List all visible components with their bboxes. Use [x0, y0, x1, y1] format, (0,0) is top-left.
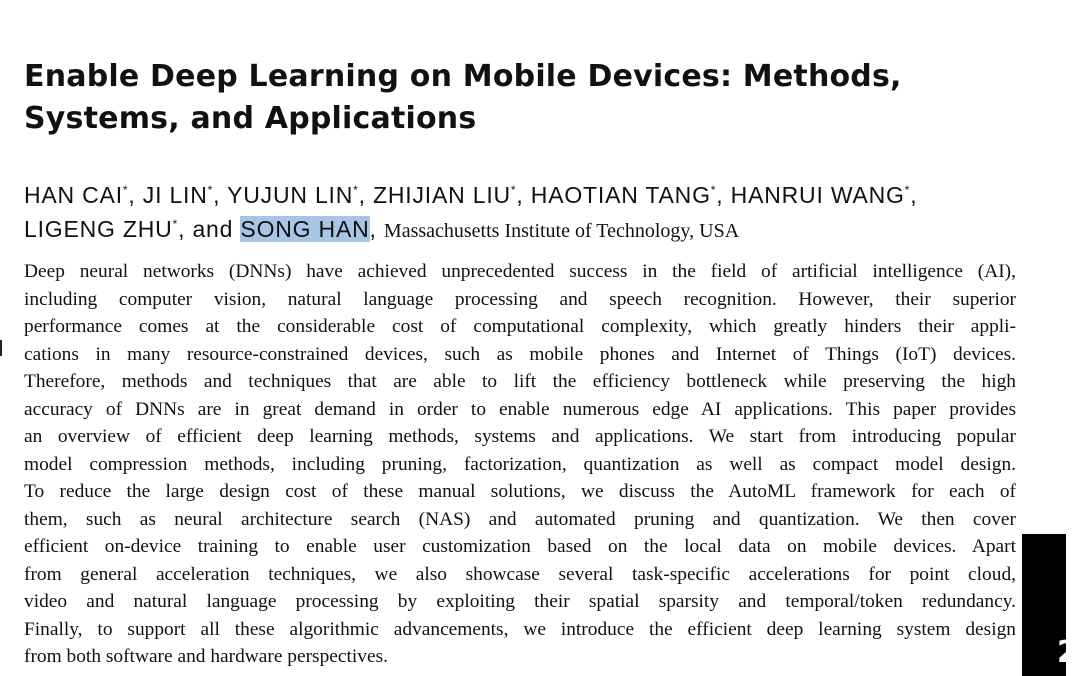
abstract: [24, 258, 1016, 671]
author-separator: ,: [128, 182, 143, 208]
author-name: HAN CAI: [24, 182, 123, 208]
author-name: HAOTIAN TANG: [530, 182, 711, 208]
author-separator: ,: [213, 182, 228, 208]
equal-contribution-mark: *: [510, 183, 517, 197]
equal-contribution-mark: *: [710, 183, 717, 197]
author-list: [24, 178, 1034, 248]
abstract-line: including computer vision, natural language processing and speech recognition. However, their superior: [24, 288, 1016, 310]
affiliation: Massachusetts Institute of Technology, USA: [383, 220, 740, 242]
author-separator: ,: [910, 182, 918, 208]
abstract-line: model compression methods, including pruning, factorization, quantization as well as compact model design.: [24, 453, 1016, 475]
author-name: ZHIJIAN LIU: [373, 182, 511, 208]
equal-contribution-mark: *: [207, 183, 214, 197]
abstract-line: an overview of efficient deep learning methods, systems and applications. We start from introducing popular: [24, 426, 1016, 447]
margin-mark: [0, 340, 2, 356]
side-tab-number: 2: [1057, 635, 1078, 670]
abstract-line: To reduce the large design cost of these manual solutions, we discuss the AutoML framework for each of: [24, 481, 1016, 502]
abstract-line: from general acceleration techniques, we also showcase several task-specific accelerations for point cloud,: [24, 563, 1016, 585]
abstract-line: from both software and hardware perspectives.: [24, 646, 388, 667]
abstract-line: Finally, to support all these algorithmic advancements, we introduce the efficient deep learning system design: [24, 618, 1016, 640]
paper-title: Enable Deep Learning on Mobile Devices: Methods, Systems, and Applications: [24, 59, 902, 136]
equal-contribution-mark: *: [353, 183, 359, 197]
equal-contribution-mark: *: [904, 183, 911, 197]
author-conjunction: , and: [178, 216, 241, 242]
author-separator: ,: [716, 182, 731, 208]
author-name: YUJUN LIN: [227, 182, 354, 208]
selected-author-name[interactable]: SONG HAN: [240, 216, 370, 242]
abstract-line: Deep neural networks (DNNs) have achieved unprecedented success in the field of artificial intelligence (AI),: [24, 261, 1016, 282]
abstract-line: cations in many resource-constrained devices, such as mobile phones and Internet of Things (IoT) devices.: [24, 343, 1016, 365]
author-name: JI LIN: [142, 182, 208, 208]
author-name: LIGENG ZHU: [24, 216, 173, 242]
abstract-line: Therefore, methods and techniques that are able to lift the efficiency bottleneck while preserving the high: [24, 371, 1016, 392]
abstract-line: them, such as neural architecture search (NAS) and automated pruning and quantization. We then cover: [24, 508, 1016, 530]
abstract-line: accuracy of DNNs are in great demand in order to enable numerous edge AI applications. This paper provides: [24, 398, 1016, 420]
equal-contribution-mark: *: [172, 217, 179, 231]
author-name: HANRUI WANG: [730, 182, 905, 208]
author-separator: ,: [358, 182, 374, 208]
equal-contribution-mark: *: [122, 183, 129, 197]
abstract-line: efficient on-device training to enable user customization based on the local data on mobile devices. Apart: [24, 536, 1016, 557]
abstract-line: performance comes at the considerable cost of computational complexity, which greatly hinders their appli-: [24, 316, 1016, 337]
abstract-line: video and natural language processing by exploiting their spatial sparsity and temporal/token redundancy.: [24, 591, 1016, 612]
author-separator: ,: [369, 216, 384, 242]
author-separator: ,: [516, 182, 531, 208]
